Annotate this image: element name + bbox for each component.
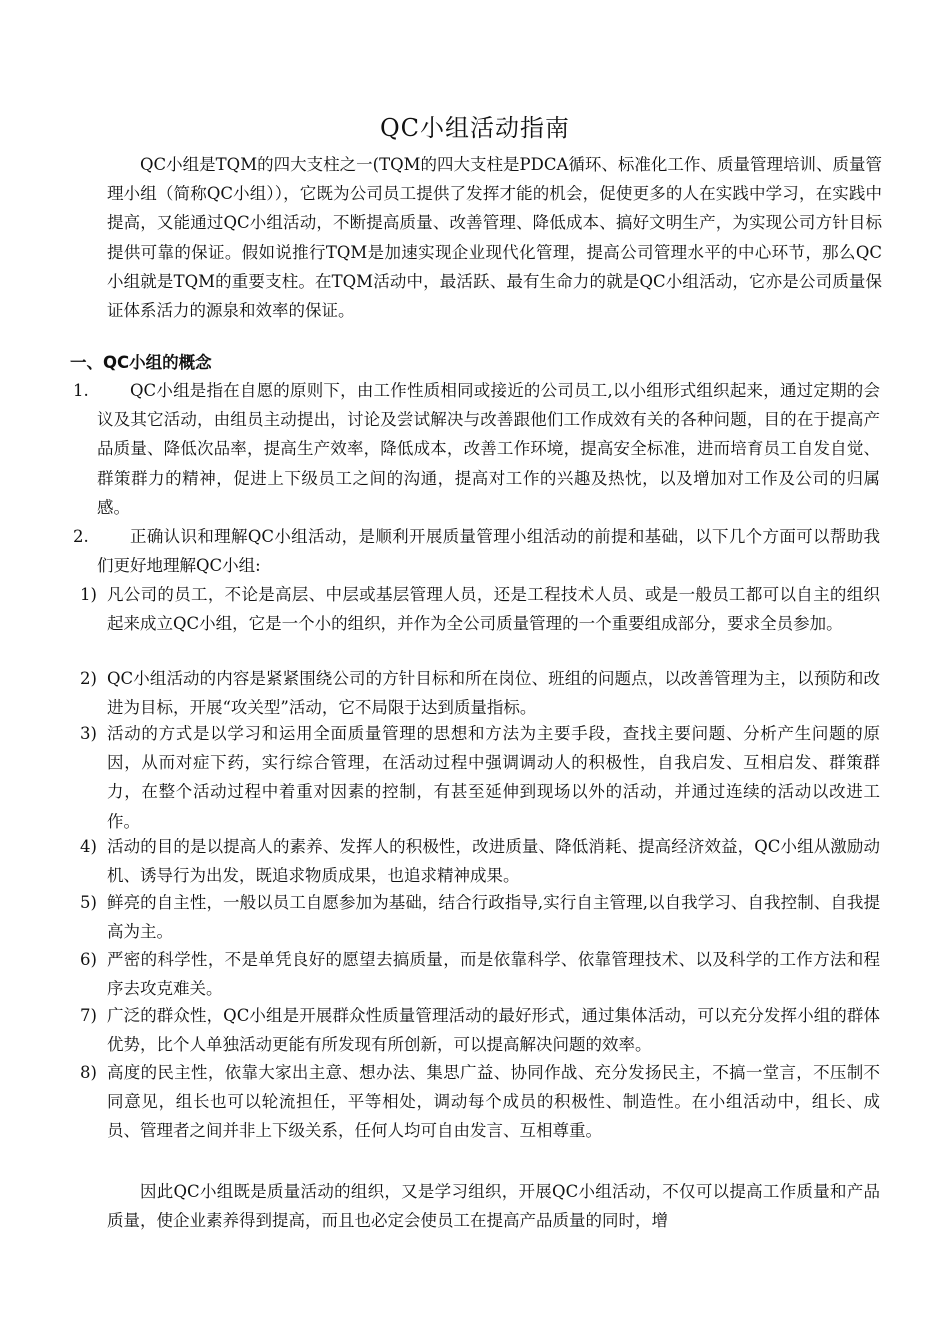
sub-item-number: 2) [80,669,97,688]
sub-item-text: 严密的科学性，不是单凭良好的愿望去搞质量，而是依靠科学、依靠管理技术、以及科学的工作方法和程序去攻克难关。 [107,950,880,999]
section-heading: 一、QC小组的概念 [70,353,212,372]
sub-item-text: QC小组活动的内容是紧紧围绕公司的方针目标和所在岗位、班组的问题点，以改善管理为主，以预防和改进为目标，开展“攻关型”活动，它不局限于达到质量指标。 [107,669,880,718]
sub-item-number: 7) [80,1006,97,1025]
numbered-item-text: 正确认识和理解QC小组活动，是顺利开展质量管理小组活动的前提和基础，以下几个方面可以帮助我们更好地理解QC小组: [97,527,880,576]
item-number: 2. [73,527,89,546]
conclusion-paragraph: 因此QC小组既是质量活动的组织，又是学习组织，开展QC小组活动，不仅可以提高工作质量和产品质量，使企业素养得到提高，而且也必定会使员工在提高产品质量的同时，增 [107,1182,880,1231]
numbered-item-text: QC小组是指在自愿的原则下，由工作性质相同或接近的公司员工,以小组形式组织起来，通过定期的会议及其它活动，由组员主动提出，讨论及尝试解决与改善跟他们工作成效有关的各种问题，目的在于提高产品质量、降低次品率，提高生产效率，降低成本，改善工作环境，提高安全标准，进而培育员工自发自觉、群策群力的精神，促进上下级员工之间的沟通，提高对工作的兴趣及热忱，以及增加对工作及公司的归属感。 [97,381,880,517]
intro-paragraph: QC小组是TQM的四大支柱之一(TQM的四大支柱是PDCA循环、标准化工作、质量管理培训、质量管理小组（简称QC小组）），它既为公司员工提供了发挥才能的机会，促使更多的人在实践中学习，在实践中提高，又能通过QC小组活动，不断提高质量、改善管理、降低成本、搞好文明生产，为实现公司方针目标提供可靠的保证。假如说推行TQM是加速实现企业现代化管理，提高公司管理水平的中心环节，那么QC小组就是TQM的重要支柱。在TQM活动中，最活跃、最有生命力的就是QC小组活动，它亦是公司质量保证体系活力的源泉和效率的保证。 [107,155,882,321]
sub-item-text: 凡公司的员工，不论是高层、中层或基层管理人员，还是工程技术人员、或是一般员工都可以自主的组织起来成立QC小组，它是一个小的组织，并作为全公司质量管理的一个重要组成部分，要求全员参加。 [107,585,880,634]
sub-item-number: 3) [80,724,97,743]
item-number: 1. [73,381,89,400]
sub-item-text: 活动的目的是以提高人的素养、发挥人的积极性，改进质量、降低消耗、提高经济效益，QC小组从激励动机、诱导行为出发，既追求物质成果，也追求精神成果。 [107,837,880,886]
document-title: QC小组活动指南 [379,114,571,142]
sub-item-text: 广泛的群众性，QC小组是开展群众性质量管理活动的最好形式，通过集体活动，可以充分发挥小组的群体优势，比个人单独活动更能有所发现有所创新，可以提高解决问题的效率。 [107,1006,880,1055]
sub-item-number: 4) [80,837,97,856]
sub-item-number: 6) [80,950,97,969]
sub-item-number: 5) [80,893,97,912]
sub-item-number: 8) [80,1063,97,1082]
sub-item-number: 1) [80,585,97,604]
sub-item-text: 高度的民主性，依靠大家出主意、想办法、集思广益、协同作战、充分发扬民主，不搞一堂言，不压制不同意见，组长也可以轮流担任，平等相处，调动每个成员的积极性、制造性。在小组活动中，组长、成员、管理者之间并非上下级关系，任何人均可自由发言、互相尊重。 [107,1063,880,1141]
sub-item-text: 活动的方式是以学习和运用全面质量管理的思想和方法为主要手段，查找主要问题、分析产生问题的原因，从而对症下药，实行综合管理，在活动过程中强调调动人的积极性，自我启发、互相启发、群策群力，在整个活动过程中着重对因素的控制，有甚至延伸到现场以外的活动，并通过连续的活动以改进工作。 [107,724,880,831]
sub-item-text: 鲜亮的自主性，一般以员工自愿参加为基础，结合行政指导,实行自主管理,以自我学习、自我控制、自我提高为主。 [107,893,880,942]
